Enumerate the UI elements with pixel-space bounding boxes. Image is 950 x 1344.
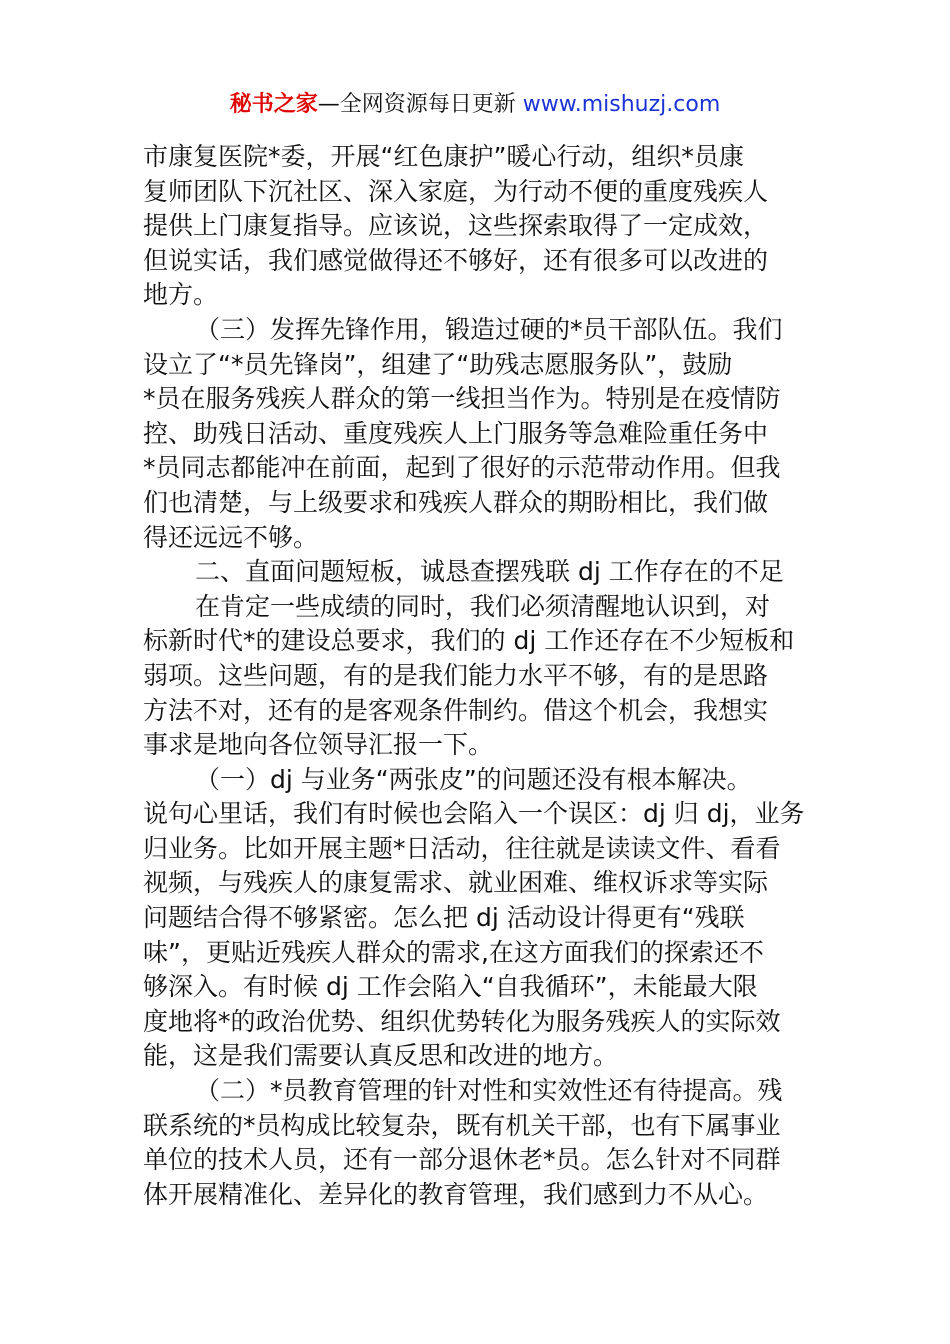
text-line: 归业务。比如开展主题*日活动，往往就是读读文件、看看 <box>143 833 781 863</box>
text-line: *员在服务残疾人群众的第一线担当作为。特别是在疫情防 <box>143 384 781 414</box>
text-line: 方法不对，还有的是客观条件制约。借这个机会，我想实 <box>143 695 769 725</box>
site-url-link[interactable]: www.mishuzj.com <box>522 92 721 117</box>
chapter-heading-2: 二、直面问题短板，诚恳查摆残联 dj 工作存在的不足 <box>195 557 784 587</box>
text-line: 但说实话，我们感觉做得还不够好，还有很多可以改进的 <box>143 245 769 275</box>
text-line: 味”，更贴近残疾人群众的需求,在这方面我们的探索还不 <box>143 937 764 967</box>
text-line: 复师团队下沉社区、深入家庭，为行动不便的重度残疾人 <box>143 176 769 206</box>
text-line: 度地将*的政治优势、组织优势转化为服务残疾人的实际效 <box>143 1006 781 1036</box>
text-line: 设立了“*员先锋岗”，组建了“助残志愿服务队”，鼓励 <box>143 349 733 379</box>
text-line: 说句心里话，我们有时候也会陷入一个误区：dj 归 dj，业务 <box>143 799 805 829</box>
section-heading-3: （三）发挥先锋作用，锻造过硬的*员干部队伍。我们 <box>195 314 783 344</box>
site-brand: 秘书之家 <box>229 92 318 117</box>
section-heading-1: （一）dj 与业务“两张皮”的问题还没有根本解决。 <box>195 764 752 794</box>
text-line: 得还远远不够。 <box>143 522 319 552</box>
text-line: 够深入。有时候 dj 工作会陷入“自我循环”，未能最大限 <box>143 972 758 1002</box>
text-line: 单位的技术人员，还有一部分退休老*员。怎么针对不同群 <box>143 1145 781 1175</box>
text-line: 们也清楚，与上级要求和残疾人群众的期盼相比，我们做 <box>143 487 769 517</box>
text-line: 提供上门康复指导。应该说，这些探索取得了一定成效， <box>143 211 769 241</box>
site-header <box>0 88 950 122</box>
text-line: 地方。 <box>143 280 219 310</box>
text-line: 弱项。这些问题，有的是我们能力水平不够，有的是思路 <box>143 660 769 690</box>
text-line: 视频，与残疾人的康复需求、就业困难、维权诉求等实际 <box>143 868 769 898</box>
paragraph-start: 在肯定一些成绩的同时，我们必须清醒地认识到，对 <box>195 591 771 621</box>
site-tagline: —全网资源每日更新 <box>317 92 523 117</box>
text-line: 体开展精准化、差异化的教育管理，我们感到力不从心。 <box>143 1179 769 1209</box>
section-heading-2: （二）*员教育管理的针对性和实效性还有待提高。残 <box>195 1076 783 1106</box>
text-line: 联系统的*员构成比较复杂，既有机关干部，也有下属事业 <box>143 1110 781 1140</box>
text-line: 市康复医院*委，开展“红色康护”暖心行动，组织*员康 <box>143 142 744 171</box>
text-line: 事求是地向各位领导汇报一下。 <box>143 730 494 760</box>
text-line: 控、助残日活动、重度残疾人上门服务等急难险重任务中 <box>143 418 769 448</box>
document-body <box>143 140 813 1212</box>
text-line: 标新时代*的建设总要求，我们的 dj 工作还存在不少短板和 <box>143 626 795 656</box>
text-line: 问题结合得不够紧密。怎么把 dj 活动设计得更有“残联 <box>143 903 745 933</box>
text-line: *员同志都能冲在前面，起到了很好的示范带动作用。但我 <box>143 453 781 483</box>
text-line: 能，这是我们需要认真反思和改进的地方。 <box>143 1041 619 1071</box>
